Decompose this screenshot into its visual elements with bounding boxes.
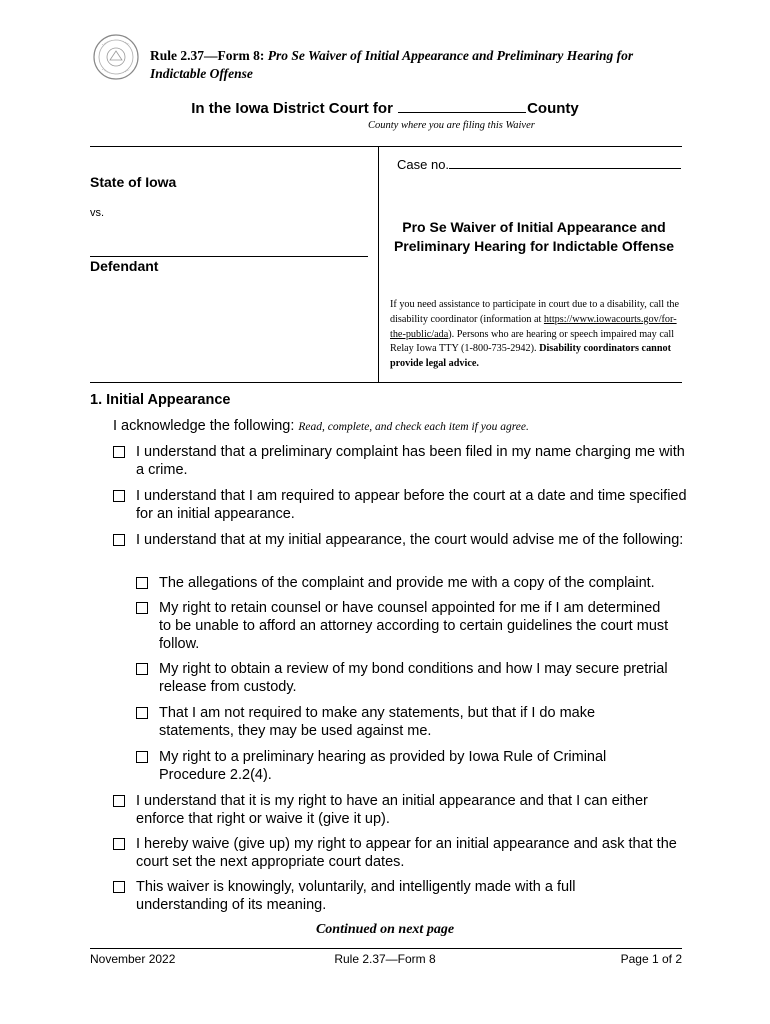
county-field[interactable]: [398, 100, 526, 113]
list-item-text: My right to a preliminary hearing as provided by Iowa Rule of Criminal Procedure 2.2(4).: [159, 749, 607, 784]
list-item: [113, 792, 688, 828]
checkbox[interactable]: [136, 707, 148, 719]
list-item-text: My right to retain counsel or have counsel appointed for me if I am determined to be unable to afford an attorney according to certain guidelines the court must follow.: [159, 600, 669, 653]
list-item-text: I hereby waive (give up) my right to appear for an initial appearance and ask that the court set the next appropriate court dates.: [136, 836, 677, 871]
list-item-text: That I am not required to make any statements, but that if I do make statements, they may be used against me.: [159, 705, 596, 740]
list-item-text: I understand that at my initial appearance, the court would advise me of the following:: [136, 532, 684, 548]
list-item: [136, 748, 671, 784]
county-hint: County where you are filing this Waiver: [368, 120, 535, 131]
plaintiff-name: State of Iowa: [90, 174, 177, 190]
footer-rule: [90, 948, 682, 949]
list-item-text: I understand that I am required to appear before the court at a date and time specified for an initial appearance.: [136, 488, 687, 523]
disability-assistance-notice: [390, 298, 682, 372]
checkbox[interactable]: [113, 838, 125, 850]
ada-link[interactable]: https://www.iowacourts.gov/for-the-public/ada: [390, 313, 677, 340]
list-item: [113, 487, 688, 523]
form-title-line1: Pro Se Waiver of Initial Appearance and Preliminary Hearing for: [267, 48, 634, 63]
list-item-text: My right to obtain a review of my bond conditions and how I may secure pretrial release from custody.: [159, 661, 668, 696]
section-heading-initial-appearance: 1. Initial Appearance: [90, 392, 231, 408]
caption-divider: [378, 146, 379, 382]
list-item-text: I understand that a preliminary complaint has been filed in my name charging me with a crime.: [136, 444, 685, 479]
checkbox[interactable]: [113, 881, 125, 893]
list-item: [136, 704, 671, 740]
court-suffix: County: [527, 100, 579, 117]
list-item: [136, 660, 671, 696]
list-item: [113, 878, 658, 914]
acknowledge-hint: Read, complete, and check each item if you agree.: [298, 421, 529, 433]
form-title: [150, 47, 690, 83]
case-number-field[interactable]: [449, 157, 681, 169]
list-item: [113, 531, 688, 549]
versus-label: vs.: [90, 207, 105, 219]
assist-text-2: ). Persons who are hearing or speech impaired may call Relay Iowa TTY (1-800-735-2942).: [390, 328, 675, 355]
list-item-text: This waiver is knowingly, voluntarily, and intelligently made with a full understanding of its meaning.: [136, 879, 576, 914]
checkbox[interactable]: [113, 490, 125, 502]
assist-bold-text: Disability coordinators cannot provide legal advice.: [390, 343, 671, 370]
list-item-text: I understand that it is my right to have an initial appearance and that I can either enforce that right or waive it (give it up).: [136, 793, 648, 828]
assist-text-1: If you need assistance to participate in court due to a disability, call the disability coordinator (information at: [390, 299, 680, 325]
checkbox[interactable]: [136, 751, 148, 763]
court-heading: [0, 100, 770, 117]
list-item: [113, 835, 688, 871]
checkbox[interactable]: [136, 577, 148, 589]
acknowledge-text: I acknowledge the following:: [113, 418, 295, 434]
footer-page-number: Page 1 of 2: [620, 952, 682, 966]
rule-number: Rule 2.37—Form 8:: [150, 48, 265, 63]
court-prefix: In the Iowa District Court for: [191, 100, 393, 117]
defendant-label: Defendant: [90, 258, 159, 274]
checkbox[interactable]: [113, 795, 125, 807]
list-item: [136, 599, 671, 654]
acknowledge-line: [113, 418, 529, 434]
continued-note: Continued on next page: [315, 922, 455, 937]
list-item-text: The allegations of the complaint and provide me with a copy of the complaint.: [159, 575, 655, 591]
footer-date: November 2022: [90, 952, 176, 966]
checkbox[interactable]: [113, 534, 125, 546]
defendant-name-field[interactable]: [90, 256, 368, 257]
case-number-label: Case no.: [397, 157, 450, 172]
waiver-title: Pro Se Waiver of Initial Appearance and Preliminary Hearing for Indictable Offense: [393, 219, 675, 254]
iowa-judicial-seal-icon: [92, 33, 140, 81]
checkbox[interactable]: [113, 446, 125, 458]
list-item: [113, 443, 688, 479]
checkbox[interactable]: [136, 602, 148, 614]
footer-form-id: Rule 2.37—Form 8: [334, 952, 436, 966]
checkbox[interactable]: [136, 663, 148, 675]
caption-bottom-rule: [90, 382, 682, 383]
list-item: [136, 574, 688, 592]
caption-top-rule: [90, 146, 682, 147]
form-title-line2: Indictable Offense: [150, 66, 253, 81]
case-number: [397, 157, 681, 172]
